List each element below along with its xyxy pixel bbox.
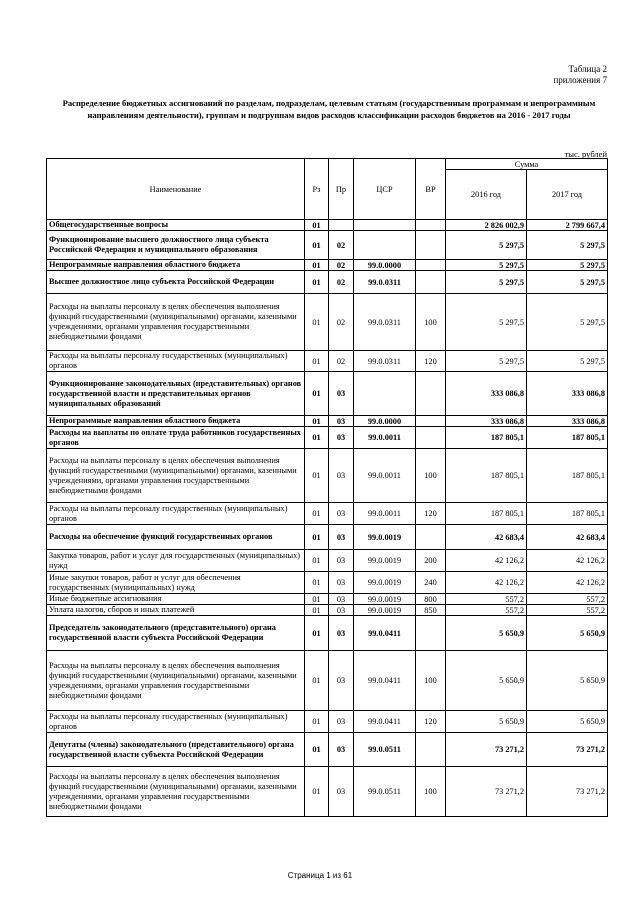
cell-rz: 01: [305, 427, 329, 449]
table-row: [47, 271, 608, 294]
cell-csr: 99.0.0311: [354, 294, 416, 351]
cell-name: Уплата налогов, сборов и иных платежей: [47, 605, 305, 616]
cell-rz: 01: [305, 550, 329, 572]
cell-rz: 01: [305, 351, 329, 372]
cell-rz: 01: [305, 616, 329, 651]
cell-rz: 01: [305, 503, 329, 525]
cell-rz: 01: [305, 572, 329, 594]
cell-pr: 03: [329, 605, 354, 616]
cell-2016: 557,2: [446, 594, 527, 605]
table-row: [47, 525, 608, 550]
cell-pr: 03: [329, 733, 354, 767]
cell-csr: 99.0.0019: [354, 605, 416, 616]
cell-2016: 5 650,9: [446, 711, 527, 733]
cell-pr: 02: [329, 231, 354, 260]
cell-rz: 01: [305, 231, 329, 260]
cell-rz: 01: [305, 372, 329, 416]
cell-vr: 200: [416, 550, 446, 572]
cell-name: Председатель законодательного (представительного) органа государственной власти субъекта Российской Федерации: [47, 616, 305, 651]
cell-pr: 03: [329, 525, 354, 550]
cell-vr: 100: [416, 294, 446, 351]
table-row: [47, 449, 608, 503]
cell-vr: 100: [416, 767, 446, 817]
cell-vr: 850: [416, 605, 446, 616]
cell-name: Расходы на выплаты персоналу в целях обеспечения выполнения функций государственными (муниципальными) органами, казенными учреждениями, органами управления государственными внебюджетными фондами: [47, 651, 305, 711]
table-row: [47, 733, 608, 767]
table-row: [47, 572, 608, 594]
cell-rz: 01: [305, 416, 329, 427]
table-row: [47, 416, 608, 427]
cell-2016: 2 826 002,9: [446, 220, 527, 231]
cell-rz: 01: [305, 271, 329, 294]
cell-2016: 42 683,4: [446, 525, 527, 550]
cell-rz: 01: [305, 220, 329, 231]
header-2017: 2017 год: [527, 170, 608, 220]
header-name: Наименование: [47, 159, 305, 220]
cell-vr: [416, 231, 446, 260]
cell-pr: 03: [329, 449, 354, 503]
cell-csr: 99.0.0411: [354, 711, 416, 733]
cell-2017: 333 086,8: [527, 372, 608, 416]
cell-name: Функционирование законодательных (представительных) органов государственной власти и представительных органов муниципальных образований: [47, 372, 305, 416]
cell-2016: 557,2: [446, 605, 527, 616]
cell-2017: 187 805,1: [527, 449, 608, 503]
cell-csr: 99.0.0019: [354, 550, 416, 572]
cell-name: Расходы на выплаты по оплате труда работников государственных органов: [47, 427, 305, 449]
header-vr: ВР: [416, 159, 446, 220]
cell-rz: 01: [305, 651, 329, 711]
cell-2016: 5 297,5: [446, 271, 527, 294]
table-row: [47, 220, 608, 231]
cell-name: Непрограммные направления областного бюджета: [47, 260, 305, 271]
cell-rz: 01: [305, 733, 329, 767]
header-rz: Рз: [305, 159, 329, 220]
table-row: [47, 550, 608, 572]
cell-2017: 5 297,5: [527, 271, 608, 294]
cell-2016: 5 297,5: [446, 231, 527, 260]
table-row: [47, 594, 608, 605]
cell-pr: 02: [329, 351, 354, 372]
header-csr: ЦСР: [354, 159, 416, 220]
cell-2017: 5 650,9: [527, 651, 608, 711]
cell-csr: 99.0.0511: [354, 767, 416, 817]
cell-vr: 100: [416, 651, 446, 711]
cell-rz: 01: [305, 605, 329, 616]
cell-2016: 5 297,5: [446, 351, 527, 372]
cell-2017: 333 086,8: [527, 416, 608, 427]
document-title: Распределение бюджетных ассигнований по разделам, подразделам, целевым статьям (государственным программам и непрограммным направлениям деятельности), группам и подгруппам видов расходов классификации расходов бюджетов на 2016 - 2017 годы: [62, 98, 596, 120]
cell-2017: 557,2: [527, 594, 608, 605]
cell-csr: 99.0.0019: [354, 594, 416, 605]
table-row: [47, 767, 608, 817]
cell-pr: 03: [329, 767, 354, 817]
cell-pr: 03: [329, 550, 354, 572]
cell-2017: 2 799 667,4: [527, 220, 608, 231]
table-row: [47, 351, 608, 372]
cell-pr: 02: [329, 271, 354, 294]
table-label: Таблица 2: [568, 64, 607, 74]
cell-2016: 5 650,9: [446, 616, 527, 651]
cell-2016: 333 086,8: [446, 416, 527, 427]
cell-2016: 42 126,2: [446, 550, 527, 572]
cell-2016: 5 297,5: [446, 294, 527, 351]
cell-csr: [354, 231, 416, 260]
table-row: [47, 616, 608, 651]
cell-name: Высшее должностное лицо субъекта Российской Федерации: [47, 271, 305, 294]
cell-pr: 02: [329, 294, 354, 351]
cell-2016: 187 805,1: [446, 503, 527, 525]
cell-2017: 187 805,1: [527, 427, 608, 449]
cell-vr: 120: [416, 711, 446, 733]
cell-vr: 240: [416, 572, 446, 594]
cell-2016: 5 650,9: [446, 651, 527, 711]
cell-pr: 03: [329, 503, 354, 525]
cell-pr: 03: [329, 651, 354, 711]
units-label: тыс. рублей: [564, 149, 607, 159]
cell-2016: 187 805,1: [446, 449, 527, 503]
cell-csr: 99.0.0411: [354, 616, 416, 651]
table-row: [47, 260, 608, 271]
cell-rz: 01: [305, 449, 329, 503]
cell-csr: 99.0.0000: [354, 260, 416, 271]
cell-2016: 73 271,2: [446, 733, 527, 767]
cell-csr: 99.0.0011: [354, 449, 416, 503]
cell-2016: 73 271,2: [446, 767, 527, 817]
cell-2017: 42 126,2: [527, 550, 608, 572]
cell-2017: 42 126,2: [527, 572, 608, 594]
cell-pr: 03: [329, 616, 354, 651]
cell-csr: 99.0.0019: [354, 525, 416, 550]
cell-pr: 02: [329, 260, 354, 271]
table-row: [47, 651, 608, 711]
cell-2017: 73 271,2: [527, 733, 608, 767]
cell-name: Расходы на выплаты персоналу государственных (муниципальных) органов: [47, 351, 305, 372]
table-row: [47, 231, 608, 260]
table-row: [47, 711, 608, 733]
table-row: [47, 294, 608, 351]
cell-pr: 03: [329, 427, 354, 449]
cell-name: Функционирование высшего должностного лица субъекта Российской Федерации и муниципального образования: [47, 231, 305, 260]
cell-rz: 01: [305, 594, 329, 605]
cell-csr: 99.0.0311: [354, 271, 416, 294]
cell-2016: 333 086,8: [446, 372, 527, 416]
cell-csr: 99.0.0011: [354, 427, 416, 449]
cell-vr: [416, 616, 446, 651]
cell-pr: 03: [329, 416, 354, 427]
cell-vr: 800: [416, 594, 446, 605]
cell-vr: [416, 525, 446, 550]
cell-2017: 5 650,9: [527, 616, 608, 651]
cell-2017: 5 297,5: [527, 260, 608, 271]
table-row: [47, 427, 608, 449]
cell-csr: 99.0.0411: [354, 651, 416, 711]
cell-2017: 42 683,4: [527, 525, 608, 550]
table-row: [47, 372, 608, 416]
cell-pr: 03: [329, 372, 354, 416]
cell-2016: 187 805,1: [446, 427, 527, 449]
table-caption: [553, 64, 607, 86]
cell-name: Иные закупки товаров, работ и услуг для обеспечения государственных (муниципальных) нужд: [47, 572, 305, 594]
cell-vr: 100: [416, 449, 446, 503]
cell-2016: 42 126,2: [446, 572, 527, 594]
cell-name: Расходы на выплаты персоналу в целях обеспечения выполнения функций государственными (муниципальными) органами, казенными учреждениями, органами управления государственными внебюджетными фондами: [47, 767, 305, 817]
table-row: [47, 503, 608, 525]
cell-csr: 99.0.0019: [354, 572, 416, 594]
header-2016: 2016 год: [446, 170, 527, 220]
cell-vr: [416, 260, 446, 271]
cell-name: Расходы на выплаты персоналу государственных (муниципальных) органов: [47, 711, 305, 733]
cell-2017: 73 271,2: [527, 767, 608, 817]
cell-name: Расходы на выплаты персоналу государственных (муниципальных) органов: [47, 503, 305, 525]
cell-rz: 01: [305, 260, 329, 271]
header-pr: Пр: [329, 159, 354, 220]
cell-pr: 03: [329, 572, 354, 594]
cell-name: Иные бюджетные ассигнования: [47, 594, 305, 605]
cell-vr: [416, 220, 446, 231]
cell-csr: [354, 372, 416, 416]
cell-vr: [416, 271, 446, 294]
cell-name: Закупка товаров, работ и услуг для государственных (муниципальных) нужд: [47, 550, 305, 572]
page-number: Страница 1 из 61: [287, 871, 353, 880]
cell-2017: 5 297,5: [527, 294, 608, 351]
table-row: [47, 605, 608, 616]
cell-rz: 01: [305, 294, 329, 351]
cell-csr: 99.0.0000: [354, 416, 416, 427]
cell-2016: 5 297,5: [446, 260, 527, 271]
cell-csr: [354, 220, 416, 231]
cell-vr: 120: [416, 351, 446, 372]
cell-csr: 99.0.0511: [354, 733, 416, 767]
cell-vr: [416, 416, 446, 427]
cell-vr: [416, 372, 446, 416]
cell-2017: 5 297,5: [527, 231, 608, 260]
cell-pr: 03: [329, 594, 354, 605]
cell-name: Общегосударственные вопросы: [47, 220, 305, 231]
cell-vr: 120: [416, 503, 446, 525]
cell-rz: 01: [305, 525, 329, 550]
cell-2017: 187 805,1: [527, 503, 608, 525]
cell-pr: 03: [329, 711, 354, 733]
table-body: [47, 220, 608, 817]
cell-name: Расходы на выплаты персоналу в целях обеспечения выполнения функций государственными (муниципальными) органами, казенными учреждениями, органами управления государственными внебюджетными фондами: [47, 294, 305, 351]
cell-name: Депутаты (члены) законодательного (представительного) органа государственной власти субъекта Российской Федерации: [47, 733, 305, 767]
cell-2017: 557,2: [527, 605, 608, 616]
cell-csr: 99.0.0311: [354, 351, 416, 372]
cell-rz: 01: [305, 711, 329, 733]
cell-vr: [416, 427, 446, 449]
cell-name: Непрограммные направления областного бюджета: [47, 416, 305, 427]
cell-pr: [329, 220, 354, 231]
cell-rz: 01: [305, 767, 329, 817]
header-sum: Сумма: [446, 159, 608, 170]
appendix-label: приложения 7: [553, 75, 607, 85]
cell-2017: 5 650,9: [527, 711, 608, 733]
cell-name: Расходы на выплаты персоналу в целях обеспечения выполнения функций государственными (муниципальными) органами, казенными учреждениями, органами управления государственными внебюджетными фондами: [47, 449, 305, 503]
cell-name: Расходы на обеспечение функций государственных органов: [47, 525, 305, 550]
cell-csr: 99.0.0011: [354, 503, 416, 525]
cell-vr: [416, 733, 446, 767]
budget-table: [46, 158, 608, 817]
cell-2017: 5 297,5: [527, 351, 608, 372]
